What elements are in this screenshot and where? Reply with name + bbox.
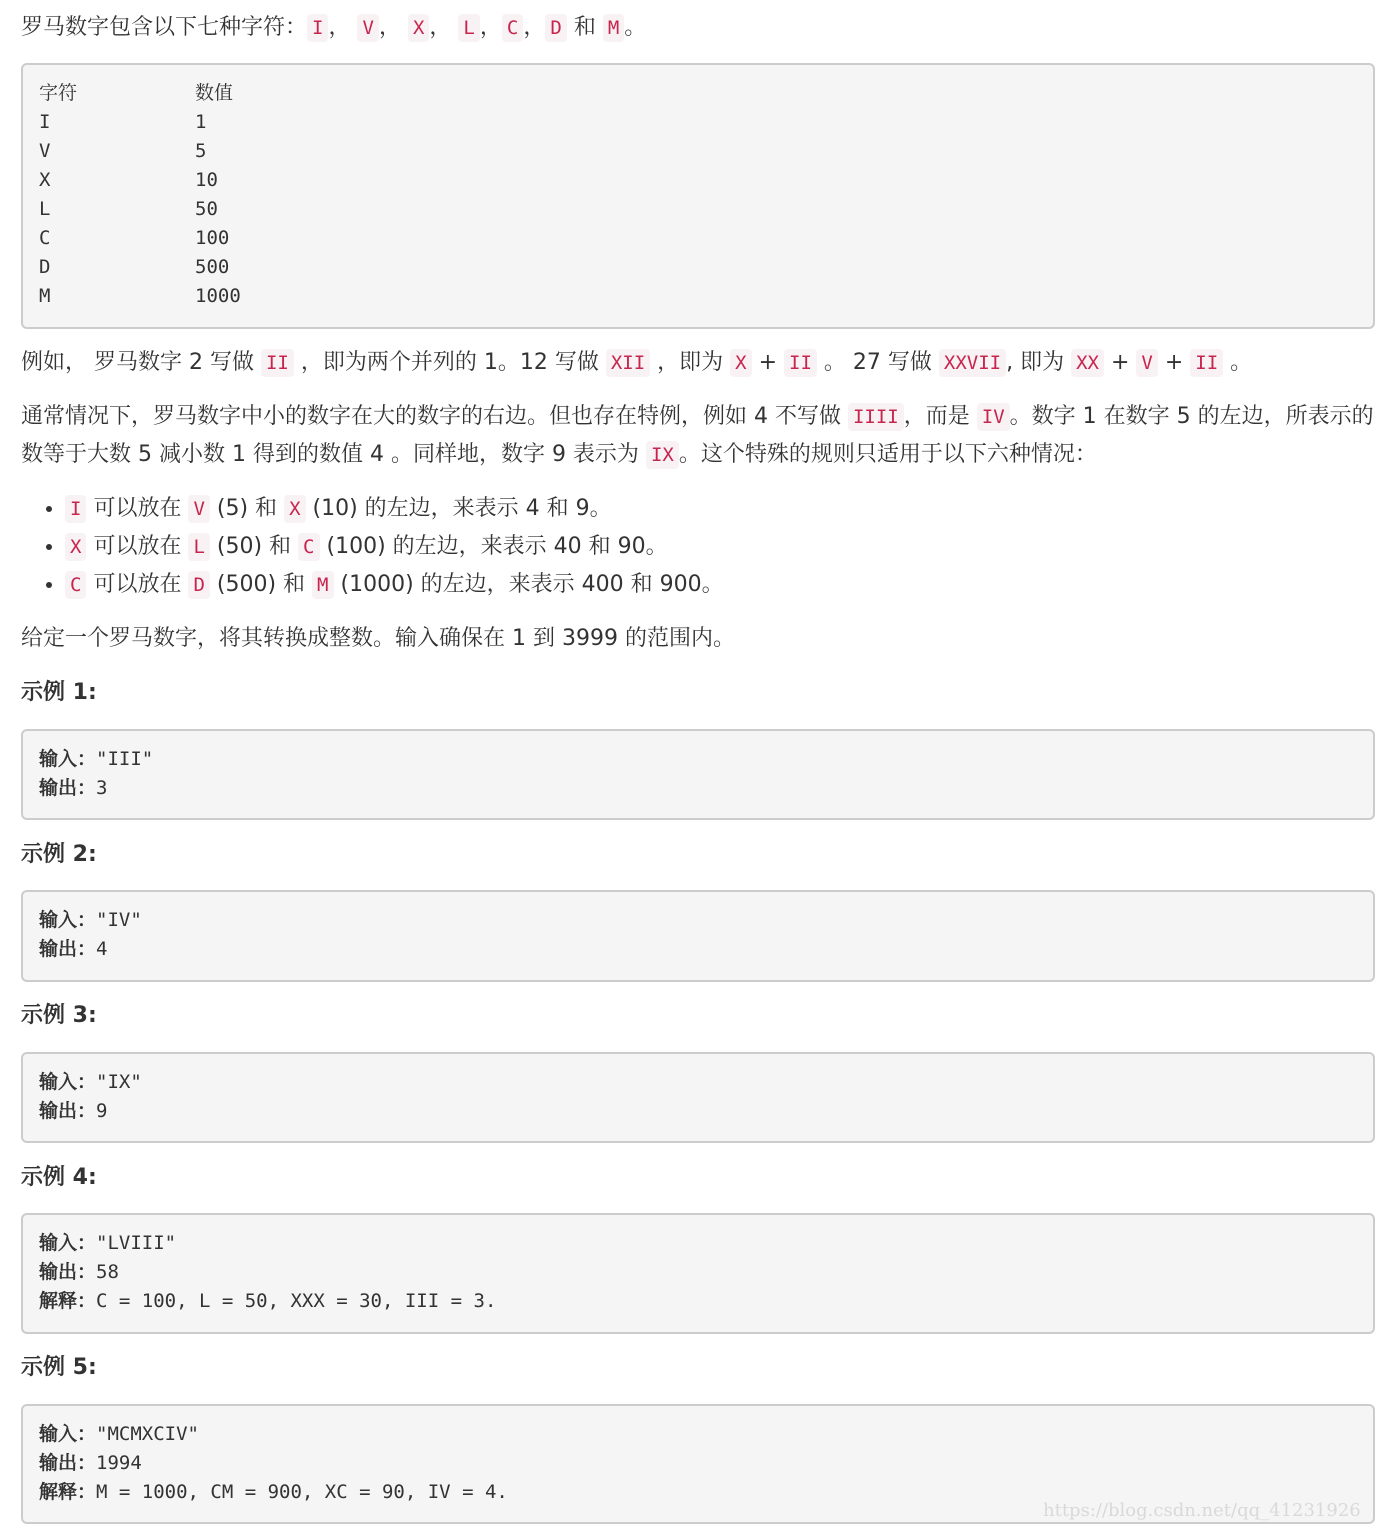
- table-row: M 1000: [39, 285, 241, 307]
- example-paragraph: 例如， 罗马数字 2 写做 II ，即为两个并列的 1。12 写做 XII ，即为 X + II 。 27 写做 XXVII , 即为 XX + V + II 。: [21, 350, 1253, 375]
- task-paragraph: 给定一个罗马数字，将其转换成整数。输入确保在 1 到 3999 的范围内。: [21, 626, 735, 651]
- table-row: C 100: [39, 227, 230, 249]
- table-row: V 5: [39, 140, 207, 162]
- symbol-code: V: [357, 14, 378, 42]
- table-header-value: 数值: [195, 82, 234, 104]
- intro-text: 罗马数字包含以下七种字符：: [21, 15, 308, 40]
- list-item: • X 可以放在 L (50) 和 C (100) 的左边，来表示 40 和 90。: [65, 528, 1375, 566]
- example-title: 示例 1:: [21, 680, 97, 705]
- example-title: 示例 2:: [21, 842, 97, 867]
- table-row: L 50: [39, 198, 218, 220]
- example-block: 输入："MCMXCIV" 输出：1994 解释：M = 1000, CM = 900, XC = 90, IV = 4.: [21, 1404, 1375, 1524]
- symbol-code: C: [502, 14, 523, 42]
- list-item: • C 可以放在 D (500) 和 M (1000) 的左边，来表示 400 和 900。: [65, 566, 1375, 604]
- list-item: • I 可以放在 V (5) 和 X (10) 的左边，来表示 4 和 9。: [65, 490, 1375, 528]
- example-block: 输入："III" 输出：3: [21, 729, 1375, 820]
- symbol-code: X: [408, 14, 429, 42]
- inline-code: IX: [646, 441, 679, 469]
- inline-code: II: [261, 349, 294, 377]
- rule-paragraph: 通常情况下，罗马数字中小的数字在大的数字的右边。但也存在特例，例如 4 不写做 IIII ，而是 IV 。数字 1 在数字 5 的左边，所表示的数等于大数 5 减小数 1 得到的数值 4 。同样地，数字 9 表示为 IX 。这个特殊的规则只适用于以下六种情况：: [21, 404, 1374, 467]
- table-row: X 10: [39, 169, 218, 191]
- inline-code: V: [1136, 349, 1157, 377]
- watermark: https://blog.csdn.net/qq_41231926: [1043, 1500, 1361, 1521]
- table-header-row: [39, 79, 1357, 108]
- inline-code: II: [784, 349, 817, 377]
- inline-code: X: [730, 349, 751, 377]
- example-block: 输入："LVIII" 输出：58 解释：C = 100, L = 50, XXX = 30, III = 3.: [21, 1213, 1375, 1334]
- inline-code: XXVII: [939, 349, 1006, 377]
- example-block: 输入："IX" 输出：9: [21, 1052, 1375, 1143]
- example-title: 示例 5:: [21, 1355, 97, 1380]
- table-row: D 500: [39, 256, 230, 278]
- inline-code: IIII: [848, 403, 904, 431]
- inline-code: XX: [1071, 349, 1104, 377]
- rules-list: [21, 490, 1375, 604]
- symbol-table-block: [21, 63, 1375, 329]
- example-title: 示例 3:: [21, 1003, 97, 1028]
- example-block: 输入："IV" 输出：4: [21, 890, 1375, 982]
- symbol-code: L: [458, 14, 479, 42]
- table-header-char: 字符: [39, 82, 78, 104]
- table-row: I 1: [39, 111, 207, 133]
- example-title: 示例 4:: [21, 1165, 97, 1190]
- symbol-code: D: [545, 14, 566, 42]
- intro-paragraph: 罗马数字包含以下七种字符： I ， V ， X ， L ， C ， D 和 M 。: [21, 15, 647, 40]
- symbol-code: I: [307, 14, 328, 42]
- inline-code: II: [1190, 349, 1223, 377]
- symbol-code: M: [603, 14, 624, 42]
- inline-code: IV: [977, 403, 1010, 431]
- inline-code: XII: [606, 349, 650, 377]
